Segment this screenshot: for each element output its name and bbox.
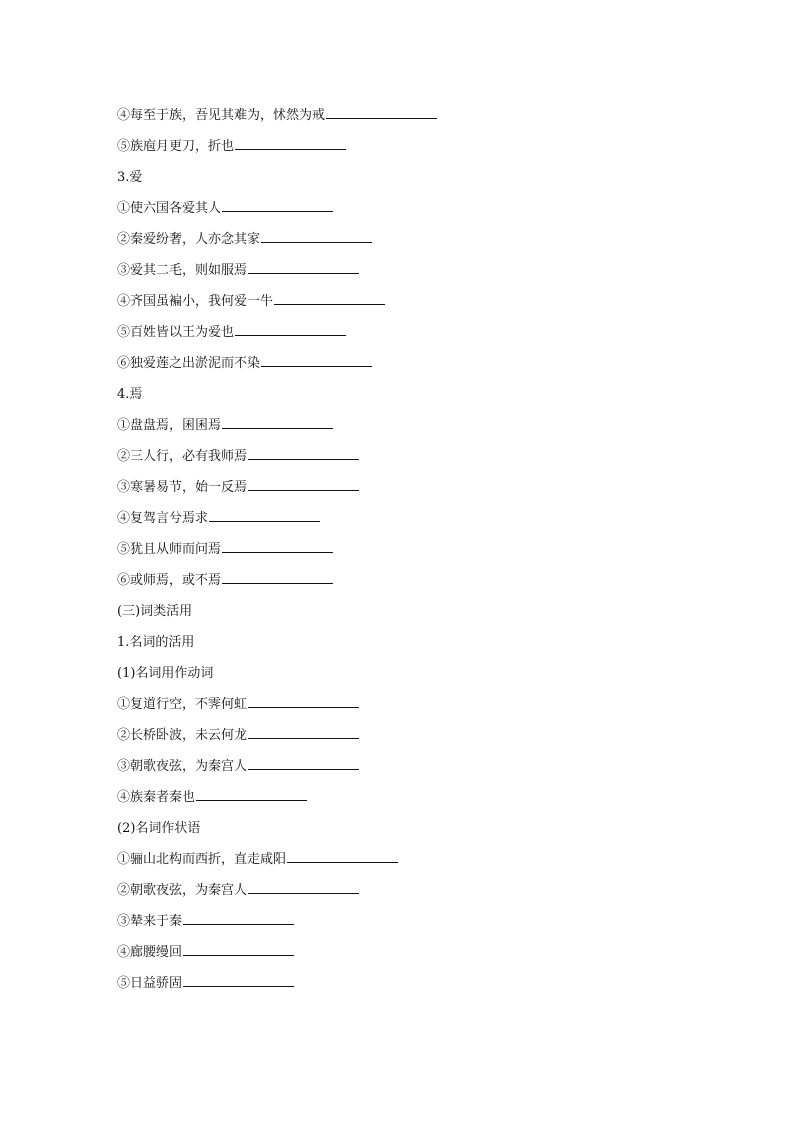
list-item bbox=[117, 720, 717, 751]
list-item bbox=[117, 100, 717, 131]
subsection-heading bbox=[117, 813, 717, 844]
answer-blank[interactable] bbox=[183, 923, 294, 925]
item-text: ③朝歌夜弦，为秦宫人 bbox=[117, 759, 248, 774]
answer-blank[interactable] bbox=[248, 768, 359, 770]
answer-blank[interactable] bbox=[222, 210, 333, 212]
item-text: ③爱其二毛，则如服焉 bbox=[117, 263, 248, 278]
answer-blank[interactable] bbox=[248, 489, 359, 491]
item-text: ④复驾言兮焉求 bbox=[117, 511, 209, 526]
list-item bbox=[117, 689, 717, 720]
heading-text: (1)名词用作动词 bbox=[117, 666, 214, 681]
list-item bbox=[117, 255, 717, 286]
list-item bbox=[117, 968, 717, 999]
answer-blank[interactable] bbox=[235, 334, 346, 336]
list-item bbox=[117, 875, 717, 906]
subsection-heading bbox=[117, 658, 717, 689]
list-item bbox=[117, 503, 717, 534]
list-item bbox=[117, 286, 717, 317]
list-item bbox=[117, 937, 717, 968]
list-item bbox=[117, 224, 717, 255]
item-text: ⑤族庖月更刀，折也 bbox=[117, 139, 235, 154]
item-text: ②朝歌夜弦，为秦宫人 bbox=[117, 883, 248, 898]
answer-blank[interactable] bbox=[235, 148, 346, 150]
item-text: ①骊山北构而西折，直走咸阳 bbox=[117, 852, 287, 867]
answer-blank[interactable] bbox=[183, 954, 294, 956]
item-text: ④每至于族，吾见其难为，怵然为戒 bbox=[117, 108, 326, 123]
list-item bbox=[117, 410, 717, 441]
list-item bbox=[117, 441, 717, 472]
answer-blank[interactable] bbox=[209, 520, 320, 522]
list-item bbox=[117, 782, 717, 813]
answer-blank[interactable] bbox=[222, 427, 333, 429]
item-text: ⑥或师焉，或不焉 bbox=[117, 573, 222, 588]
list-item bbox=[117, 472, 717, 503]
list-item bbox=[117, 565, 717, 596]
item-text: ①盘盘焉，囷囷焉 bbox=[117, 418, 222, 433]
answer-blank[interactable] bbox=[248, 737, 359, 739]
item-text: ⑤犹且从师而问焉 bbox=[117, 542, 222, 557]
list-item bbox=[117, 751, 717, 782]
section-heading bbox=[117, 162, 717, 193]
section-heading bbox=[117, 379, 717, 410]
subsection-heading bbox=[117, 627, 717, 658]
item-text: ④齐国虽褊小，我何爱一牛 bbox=[117, 294, 274, 309]
list-item bbox=[117, 534, 717, 565]
answer-blank[interactable] bbox=[326, 117, 437, 119]
section-heading bbox=[117, 596, 717, 627]
list-item bbox=[117, 131, 717, 162]
answer-blank[interactable] bbox=[248, 272, 359, 274]
item-text: ③辇来于秦 bbox=[117, 914, 183, 929]
heading-text: 3.爱 bbox=[117, 170, 143, 185]
answer-blank[interactable] bbox=[248, 706, 359, 708]
item-text: ②秦爱纷奢，人亦念其家 bbox=[117, 232, 261, 247]
item-text: ②长桥卧波，未云何龙 bbox=[117, 728, 248, 743]
list-item bbox=[117, 193, 717, 224]
list-item bbox=[117, 906, 717, 937]
heading-text: 1.名词的活用 bbox=[117, 635, 195, 650]
answer-blank[interactable] bbox=[248, 458, 359, 460]
answer-blank[interactable] bbox=[261, 365, 372, 367]
answer-blank[interactable] bbox=[196, 799, 307, 801]
heading-text: 4.焉 bbox=[117, 387, 143, 402]
document-page bbox=[117, 100, 717, 999]
item-text: ④族秦者秦也 bbox=[117, 790, 196, 805]
answer-blank[interactable] bbox=[287, 861, 398, 863]
answer-blank[interactable] bbox=[222, 582, 333, 584]
answer-blank[interactable] bbox=[261, 241, 372, 243]
list-item bbox=[117, 317, 717, 348]
item-text: ③寒暑易节，始一反焉 bbox=[117, 480, 248, 495]
item-text: ⑤日益骄固 bbox=[117, 976, 183, 991]
answer-blank[interactable] bbox=[274, 303, 385, 305]
item-text: ②三人行，必有我师焉 bbox=[117, 449, 248, 464]
item-text: ①复道行空，不霁何虹 bbox=[117, 697, 248, 712]
answer-blank[interactable] bbox=[222, 551, 333, 553]
list-item bbox=[117, 348, 717, 379]
list-item bbox=[117, 844, 717, 875]
heading-text: (三)词类活用 bbox=[117, 604, 193, 619]
item-text: ①使六国各爱其人 bbox=[117, 201, 222, 216]
item-text: ④廊腰缦回 bbox=[117, 945, 183, 960]
heading-text: (2)名词作状语 bbox=[117, 821, 201, 836]
answer-blank[interactable] bbox=[183, 985, 294, 987]
item-text: ⑥独爱莲之出淤泥而不染 bbox=[117, 356, 261, 371]
item-text: ⑤百姓皆以王为爱也 bbox=[117, 325, 235, 340]
answer-blank[interactable] bbox=[248, 892, 359, 894]
